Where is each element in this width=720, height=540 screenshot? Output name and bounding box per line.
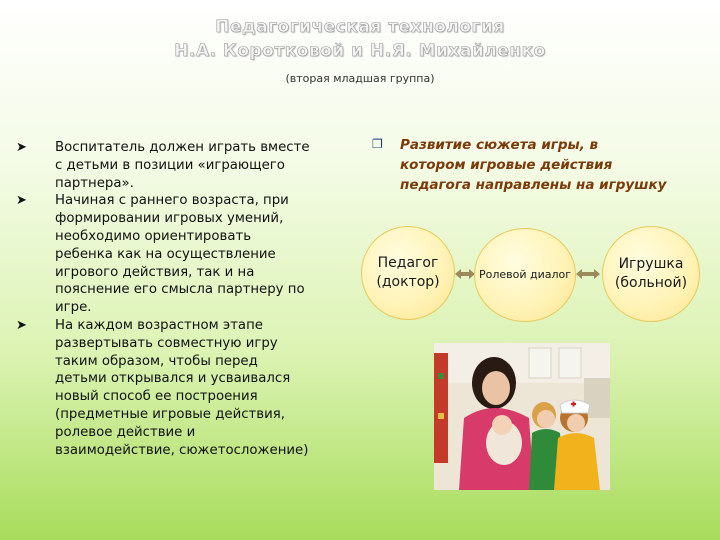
role-dialog-circle: Ролевой диалог <box>474 228 576 322</box>
list-item <box>16 192 356 317</box>
title-line-1: Педагогическая технология <box>215 17 505 37</box>
photo-teacher-with-children <box>434 343 610 490</box>
list-item <box>16 139 356 192</box>
arrow-bullet-icon: ➤ <box>16 193 27 209</box>
toy-circle: Игрушка (больной) <box>602 226 700 322</box>
list-item-text: Начиная с раннего возраста, при формировании игровых умений, необходимо ориентировать ребенка как на осуществление игрового действия, так и на пояснение его смысла партнеру по игре. <box>55 193 305 316</box>
checkbox-bullet-icon: ❐ <box>372 137 383 151</box>
right-point-text: Развитие сюжета игры, в котором игровые действия педагога направлены на игрушку <box>400 137 667 193</box>
list-item-text: Воспитатель должен играть вместе с детьми в позиции «играющего партнера». <box>55 140 310 191</box>
list-item <box>16 317 356 459</box>
teacher-circle: Педагог (доктор) <box>361 226 455 320</box>
arrow-bullet-icon: ➤ <box>16 140 27 155</box>
right-point <box>372 135 702 195</box>
double-arrow-icon <box>576 268 600 280</box>
subtitle: (вторая младшая группа) <box>285 72 435 85</box>
left-bullet-list <box>16 139 356 459</box>
list-item-text: На каждом возрастном этапе развертывать совместную игру таким образом, чтобы перед детьми открывался и усваивался новый способ ее построения (предметные игровые действия, ролевое действие и взаимодействие, сюжетосложение) <box>55 317 309 458</box>
double-arrow-icon <box>455 268 475 280</box>
title-line-2: Н.А. Коротковой и Н.Я. Михайленко <box>174 41 546 61</box>
arrow-bullet-icon: ➤ <box>16 317 27 333</box>
